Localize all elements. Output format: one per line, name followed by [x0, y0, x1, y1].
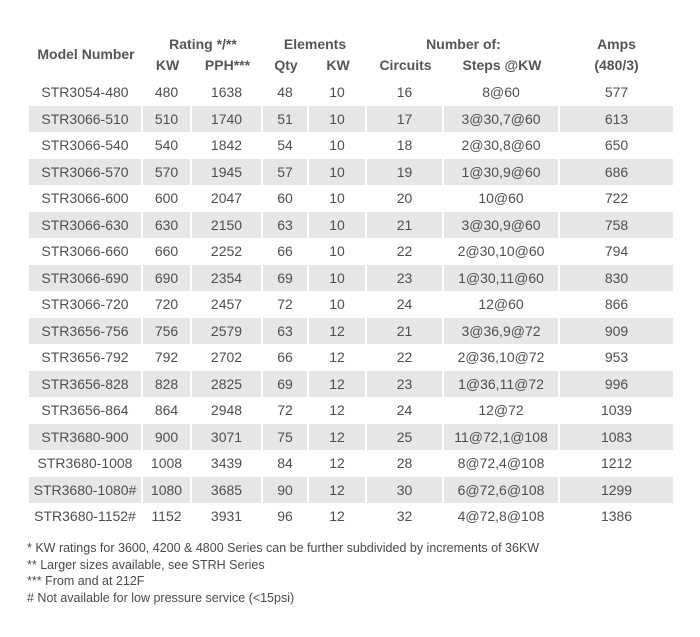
cell-model: STR3066-510	[29, 106, 143, 133]
cell-elements-kw: 10	[309, 106, 367, 133]
cell-rating-pph: 2948	[192, 397, 263, 424]
table-row	[29, 132, 673, 159]
cell-rating-kw: 1008	[143, 450, 192, 477]
cell-circuits: 30	[367, 477, 444, 504]
cell-circuits: 23	[367, 371, 444, 398]
table-row	[29, 185, 673, 212]
table-row	[29, 450, 673, 477]
cell-rating-kw: 510	[143, 106, 192, 133]
cell-elements-qty: 84	[263, 450, 309, 477]
cell-elements-qty: 75	[263, 424, 309, 451]
cell-rating-kw: 540	[143, 132, 192, 159]
header-rating-pph: PPH***	[192, 52, 263, 79]
cell-model: STR3656-864	[29, 397, 143, 424]
cell-elements-kw: 12	[309, 503, 367, 530]
cell-amps: 1212	[600, 455, 633, 472]
cell-amps: 613	[560, 106, 673, 133]
cell-amps: 996	[560, 371, 673, 398]
cell-steps-kw: 2@30,8@60	[444, 132, 560, 159]
table-row	[29, 265, 673, 292]
cell-amps: 650	[604, 137, 629, 154]
header-circuits: Circuits	[367, 52, 444, 79]
cell-elements-qty: 90	[263, 477, 309, 504]
cell-elements-kw: 12	[309, 477, 367, 504]
cell-rating-pph: 2150	[192, 212, 263, 239]
header-elements: Elements	[263, 28, 367, 52]
cell-rating-pph: 2702	[192, 344, 263, 371]
cell-elements-kw: 12	[309, 371, 367, 398]
table-row	[29, 397, 673, 424]
cell-model: STR3054-480	[29, 79, 143, 106]
cell-elements-kw: 12	[309, 450, 367, 477]
table-row	[29, 503, 673, 530]
cell-rating-pph: 2354	[192, 265, 263, 292]
cell-amps: 1083	[560, 424, 673, 451]
cell-model: STR3680-1080#	[29, 477, 143, 504]
cell-steps-kw: 6@72,6@108	[444, 477, 560, 504]
cell-steps-kw: 12@60	[444, 291, 560, 318]
cell-elements-kw: 10	[309, 291, 367, 318]
cell-rating-pph: 3439	[192, 450, 263, 477]
cell-steps-kw: 4@72,8@108	[444, 503, 560, 530]
table-row	[29, 318, 673, 345]
cell-elements-qty: 60	[263, 185, 309, 212]
cell-rating-pph: 2579	[192, 318, 263, 345]
cell-elements-kw: 10	[309, 265, 367, 292]
cell-elements-qty: 72	[263, 397, 309, 424]
cell-steps-kw: 3@30,9@60	[444, 212, 560, 239]
cell-amps: 722	[604, 190, 629, 207]
cell-steps-kw: 2@36,10@72	[444, 344, 560, 371]
cell-amps: 1039	[600, 402, 633, 419]
cell-elements-qty: 54	[263, 132, 309, 159]
cell-circuits: 20	[367, 185, 444, 212]
cell-amps: 866	[604, 296, 629, 313]
cell-model: STR3680-1152#	[29, 503, 143, 530]
spec-table	[29, 28, 673, 530]
cell-model: STR3066-570	[29, 159, 143, 186]
cell-circuits: 24	[367, 397, 444, 424]
header-amps: Amps	[560, 28, 673, 52]
cell-amps: 758	[560, 212, 673, 239]
cell-steps-kw: 8@60	[444, 79, 560, 106]
cell-rating-kw: 1152	[143, 503, 192, 530]
cell-rating-kw: 660	[143, 238, 192, 265]
cell-elements-qty: 51	[263, 106, 309, 133]
table-row	[29, 238, 673, 265]
cell-model: STR3066-600	[29, 185, 143, 212]
table-row	[29, 477, 673, 504]
cell-model: STR3656-792	[29, 344, 143, 371]
cell-rating-pph: 2825	[192, 371, 263, 398]
table-row	[29, 106, 673, 133]
footnote: # Not available for low pressure service (<15psi)	[27, 590, 295, 605]
header-rating-kw: KW	[143, 52, 192, 79]
cell-circuits: 16	[367, 79, 444, 106]
cell-elements-kw: 10	[309, 212, 367, 239]
cell-rating-kw: 720	[143, 291, 192, 318]
cell-elements-kw: 12	[309, 397, 367, 424]
cell-elements-qty: 72	[263, 291, 309, 318]
cell-model: STR3066-720	[29, 291, 143, 318]
cell-elements-qty: 48	[263, 79, 309, 106]
header-rating: Rating */**	[143, 28, 263, 52]
table-row	[29, 212, 673, 239]
cell-rating-pph: 2457	[192, 291, 263, 318]
cell-circuits: 21	[367, 212, 444, 239]
table-row	[29, 159, 673, 186]
cell-steps-kw: 3@36,9@72	[444, 318, 560, 345]
cell-model: STR3680-900	[29, 424, 143, 451]
cell-rating-pph: 2252	[192, 238, 263, 265]
cell-amps: 830	[560, 265, 673, 292]
table-row	[29, 291, 673, 318]
cell-amps: 686	[560, 159, 673, 186]
cell-rating-pph: 1638	[192, 79, 263, 106]
cell-elements-qty: 57	[263, 159, 309, 186]
table-row	[29, 344, 673, 371]
table-body	[29, 79, 673, 530]
cell-rating-pph: 3685	[192, 477, 263, 504]
cell-circuits: 19	[367, 159, 444, 186]
cell-model: STR3066-690	[29, 265, 143, 292]
cell-rating-pph: 1740	[192, 106, 263, 133]
cell-elements-qty: 66	[263, 238, 309, 265]
cell-steps-kw: 3@30,7@60	[444, 106, 560, 133]
cell-rating-kw: 1080	[143, 477, 192, 504]
cell-rating-pph: 2047	[192, 185, 263, 212]
footnote: *** From and at 212F	[27, 574, 145, 588]
cell-circuits: 23	[367, 265, 444, 292]
cell-rating-pph: 3071	[192, 424, 263, 451]
cell-circuits: 17	[367, 106, 444, 133]
cell-rating-pph: 1945	[192, 159, 263, 186]
table-row	[29, 424, 673, 451]
cell-rating-kw: 900	[143, 424, 192, 451]
cell-elements-kw: 10	[309, 132, 367, 159]
header-number-of: Number of:	[367, 28, 560, 52]
cell-circuits: 22	[367, 238, 444, 265]
header-elements-kw: KW	[309, 52, 367, 79]
footnotes	[27, 540, 667, 606]
cell-elements-kw: 10	[309, 238, 367, 265]
cell-amps: 794	[604, 243, 629, 260]
cell-model: STR3680-1008	[29, 450, 143, 477]
cell-elements-kw: 12	[309, 318, 367, 345]
header-amps-unit: (480/3)	[560, 52, 673, 79]
cell-rating-pph: 1842	[192, 132, 263, 159]
cell-rating-kw: 828	[143, 371, 192, 398]
cell-elements-qty: 69	[263, 371, 309, 398]
cell-elements-qty: 96	[263, 503, 309, 530]
cell-rating-kw: 756	[143, 318, 192, 345]
spec-table-container	[29, 28, 673, 530]
cell-steps-kw: 1@30,11@60	[444, 265, 560, 292]
cell-amps: 909	[560, 318, 673, 345]
cell-rating-kw: 690	[143, 265, 192, 292]
footnote: * KW ratings for 3600, 4200 & 4800 Series can be further subdivided by increments of 36KW	[27, 541, 540, 555]
cell-steps-kw: 1@36,11@72	[444, 371, 560, 398]
cell-elements-kw: 10	[309, 159, 367, 186]
cell-rating-kw: 600	[143, 185, 192, 212]
cell-elements-qty: 63	[263, 318, 309, 345]
cell-model: STR3656-828	[29, 371, 143, 398]
cell-steps-kw: 11@72,1@108	[444, 424, 560, 451]
cell-steps-kw: 12@72	[444, 397, 560, 424]
cell-rating-pph: 3931	[192, 503, 263, 530]
cell-elements-kw: 12	[309, 344, 367, 371]
cell-rating-kw: 480	[143, 79, 192, 106]
cell-circuits: 24	[367, 291, 444, 318]
header-elements-qty: Qty	[263, 52, 309, 79]
footnote: ** Larger sizes available, see STRH Series	[27, 557, 265, 572]
cell-model: STR3066-540	[29, 132, 143, 159]
cell-circuits: 21	[367, 318, 444, 345]
table-header	[29, 28, 673, 79]
cell-elements-qty: 63	[263, 212, 309, 239]
cell-rating-kw: 864	[143, 397, 192, 424]
cell-elements-qty: 66	[263, 344, 309, 371]
cell-steps-kw: 1@30,9@60	[444, 159, 560, 186]
header-steps-kw: Steps @KW	[444, 52, 560, 79]
cell-circuits: 32	[367, 503, 444, 530]
cell-model: STR3066-630	[29, 212, 143, 239]
cell-circuits: 18	[367, 132, 444, 159]
table-row	[29, 371, 673, 398]
cell-elements-kw: 10	[309, 185, 367, 212]
cell-circuits: 25	[367, 424, 444, 451]
cell-rating-kw: 630	[143, 212, 192, 239]
cell-elements-kw: 12	[309, 424, 367, 451]
cell-amps: 1299	[560, 477, 673, 504]
cell-rating-kw: 792	[143, 344, 192, 371]
cell-model: STR3656-756	[29, 318, 143, 345]
cell-elements-kw: 10	[309, 79, 367, 106]
cell-circuits: 28	[367, 450, 444, 477]
table-row	[29, 79, 673, 106]
cell-elements-qty: 69	[263, 265, 309, 292]
cell-steps-kw: 10@60	[444, 185, 560, 212]
cell-amps: 1386	[600, 508, 633, 525]
cell-amps: 953	[604, 349, 629, 366]
cell-rating-kw: 570	[143, 159, 192, 186]
cell-circuits: 22	[367, 344, 444, 371]
header-model-number: Model Number	[29, 28, 143, 79]
cell-amps: 577	[604, 84, 629, 101]
cell-model: STR3066-660	[29, 238, 143, 265]
cell-steps-kw: 8@72,4@108	[444, 450, 560, 477]
cell-steps-kw: 2@30,10@60	[444, 238, 560, 265]
